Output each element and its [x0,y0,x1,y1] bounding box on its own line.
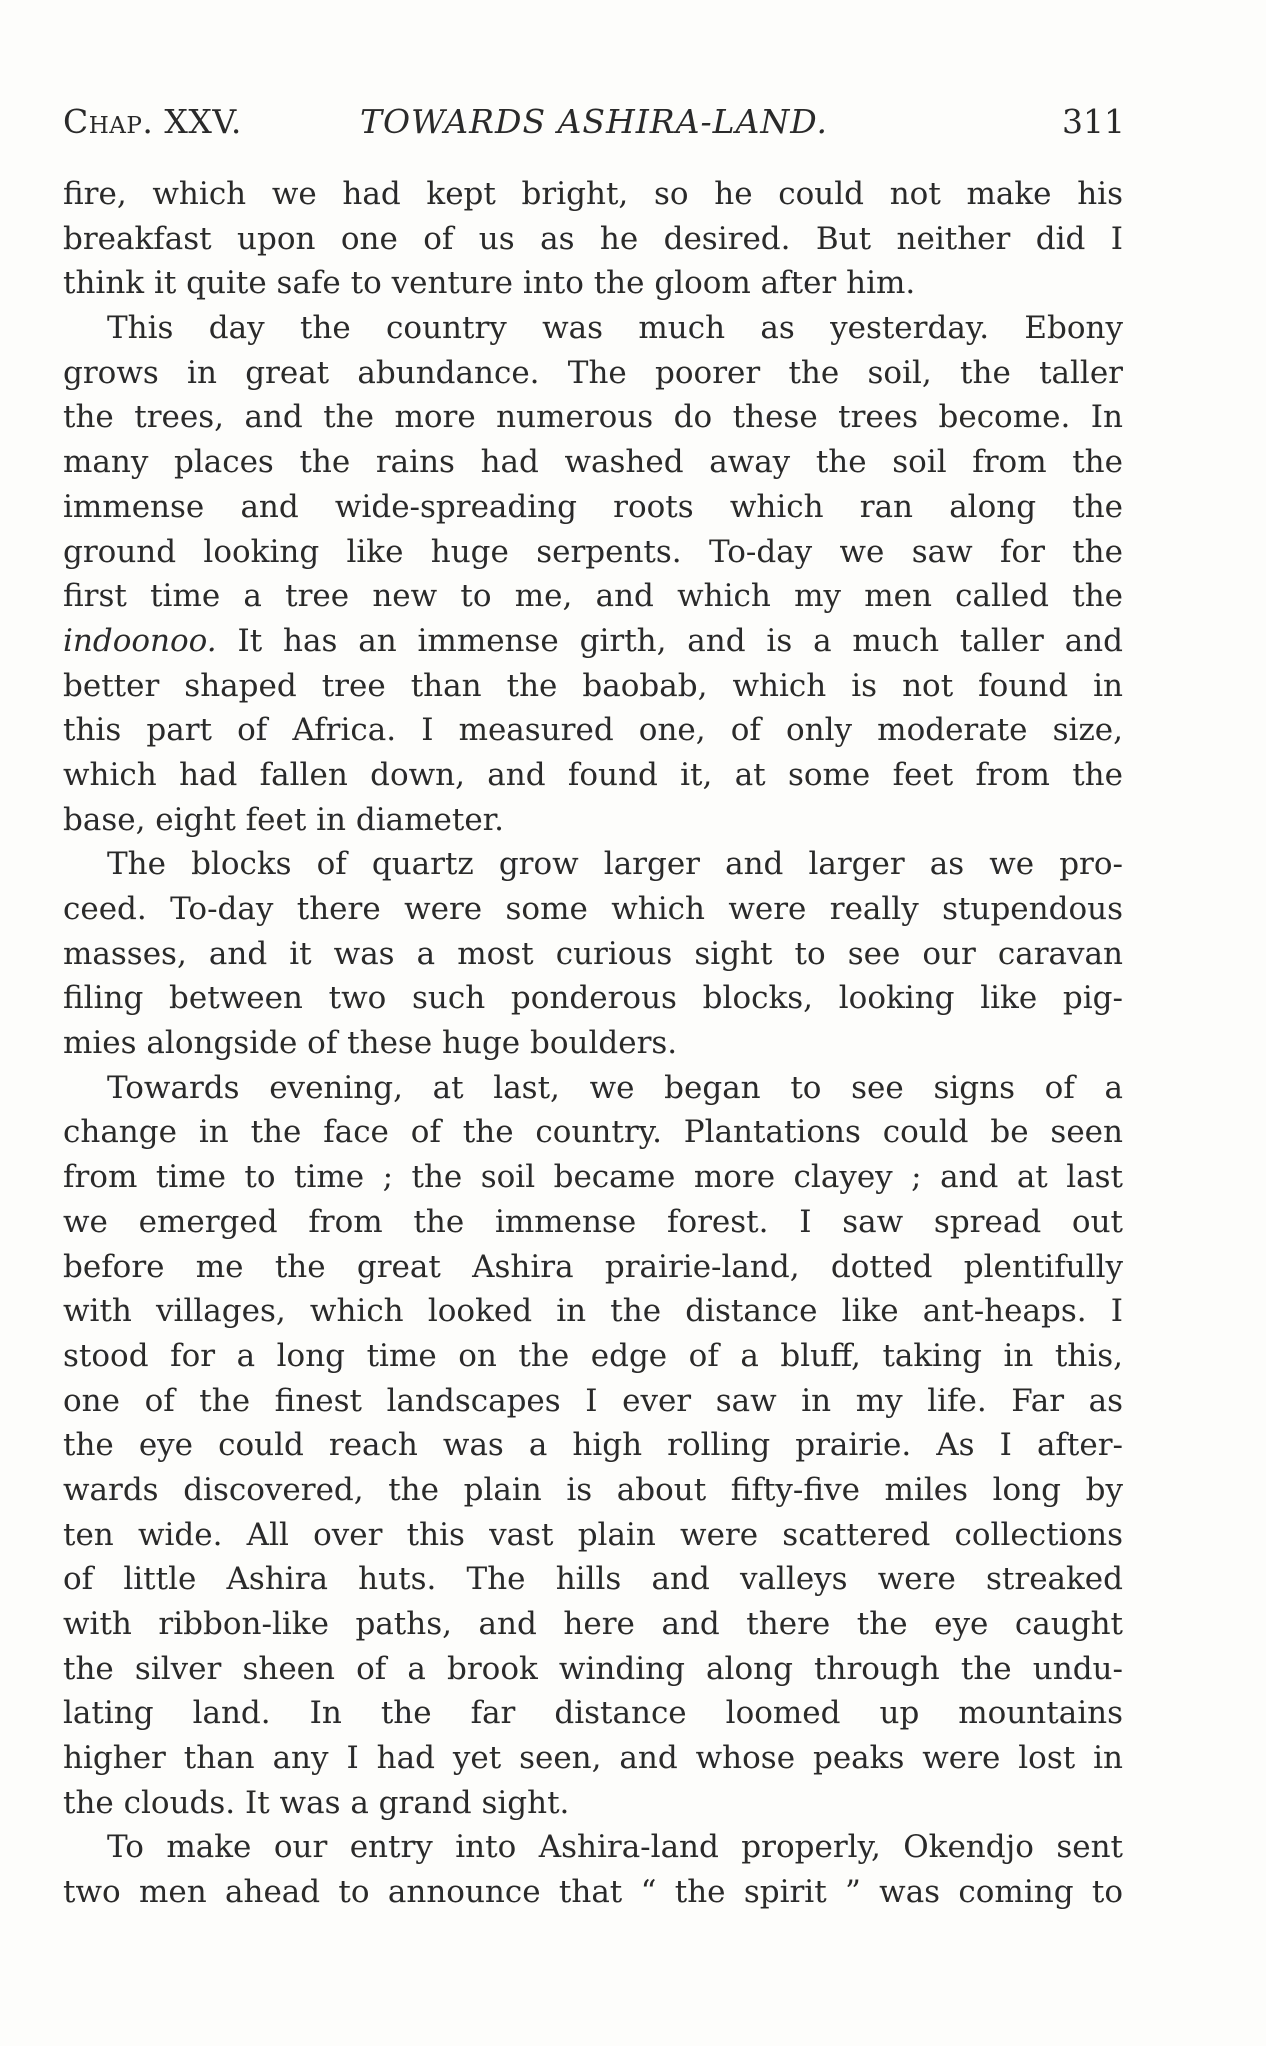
running-head [63,100,1125,144]
text-line: we emerged from the immense forest. I saw spread out [63,1203,1123,1240]
text-line [63,619,1123,664]
text-line: think it quite safe to venture into the gloom after him. [63,265,916,302]
text-line: masses, and it was a most curious sight to see our caravan [63,935,1123,972]
text-line: mies alongside of these huge boulders. [63,1025,678,1062]
text-line: filing between two such ponderous blocks, looking like pig- [63,980,1123,1017]
text-line: from time to time ; the soil became more clayey ; and at last [63,1159,1123,1196]
text-line: the eye could reach was a high rolling prairie. As I after- [63,1427,1123,1464]
text-line: wards discovered, the plain is about fifty-five miles long by [63,1471,1123,1508]
text-line: the clouds. It was a grand sight. [63,1784,570,1821]
text-line-rest: It has an immense girth, and is a much taller and [216,622,1123,659]
running-title: TOWARDS ASHIRA-LAND. [359,102,829,141]
text-line: before me the great Ashira prairie-land, dotted plentifully [63,1248,1123,1285]
italic-term: indoonoo. [63,622,217,659]
text-line: with ribbon-like paths, and here and there the eye caught [63,1606,1123,1642]
text-line: better shaped tree than the baobab, which is not found in [63,667,1123,704]
text-line: many places the rains had washed away the soil from the [63,444,1123,481]
text-line: Towards evening, at last, we began to see signs of a [107,1069,1123,1106]
text-line: The blocks of quartz grow larger and larger as we pro- [107,846,1123,883]
text-line: one of the finest landscapes I ever saw in my life. Far as [63,1382,1123,1419]
text-line: the silver sheen of a brook winding along through the undu- [63,1650,1123,1687]
text-line: breakfast upon one of us as he desired. But neither did I [63,220,1123,257]
text-line: of little Ashira huts. The hills and valleys were streaked [63,1561,1123,1598]
page-number: 311 [1062,102,1125,141]
text-line: ceed. To-day there were some which were really stupendous [63,891,1123,927]
text-line: with villages, which looked in the distance like ant-heaps. I [63,1293,1123,1330]
text-line: This day the country was much as yesterday. Ebony [107,310,1123,347]
body-text [63,172,1123,1915]
chapter-label: Chap. XXV. [63,102,242,141]
text-line: fire, which we had kept bright, so he could not make his [63,176,1123,212]
text-line: higher than any I had yet seen, and whose peaks were lost in [63,1740,1123,1777]
text-line: two men ahead to announce that “ the spirit ” was coming to [63,1874,1123,1911]
text-line: first time a tree new to me, and which my men called the [63,578,1123,615]
text-line: the trees, and the more numerous do these trees become. In [63,399,1123,436]
text-line: this part of Africa. I measured one, of only moderate size, [63,712,1123,749]
text-line: ground looking like huge serpents. To-day we saw for the [63,533,1123,570]
text-line: immense and wide-spreading roots which ran along the [63,488,1123,525]
text-line: which had fallen down, and found it, at some feet from the [63,756,1123,793]
text-line: lating land. In the far distance loomed up mountains [63,1695,1123,1732]
text-line: To make our entry into Ashira-land properly, Okendjo sent [107,1829,1123,1866]
text-line: stood for a long time on the edge of a bluff, taking in this, [63,1337,1123,1374]
text-line: base, eight feet in diameter. [63,801,504,838]
text-line: ten wide. All over this vast plain were scattered collections [63,1516,1123,1553]
text-line: change in the face of the country. Plantations could be seen [63,1114,1123,1151]
text-line: grows in great abundance. The poorer the soil, the taller [63,354,1123,391]
